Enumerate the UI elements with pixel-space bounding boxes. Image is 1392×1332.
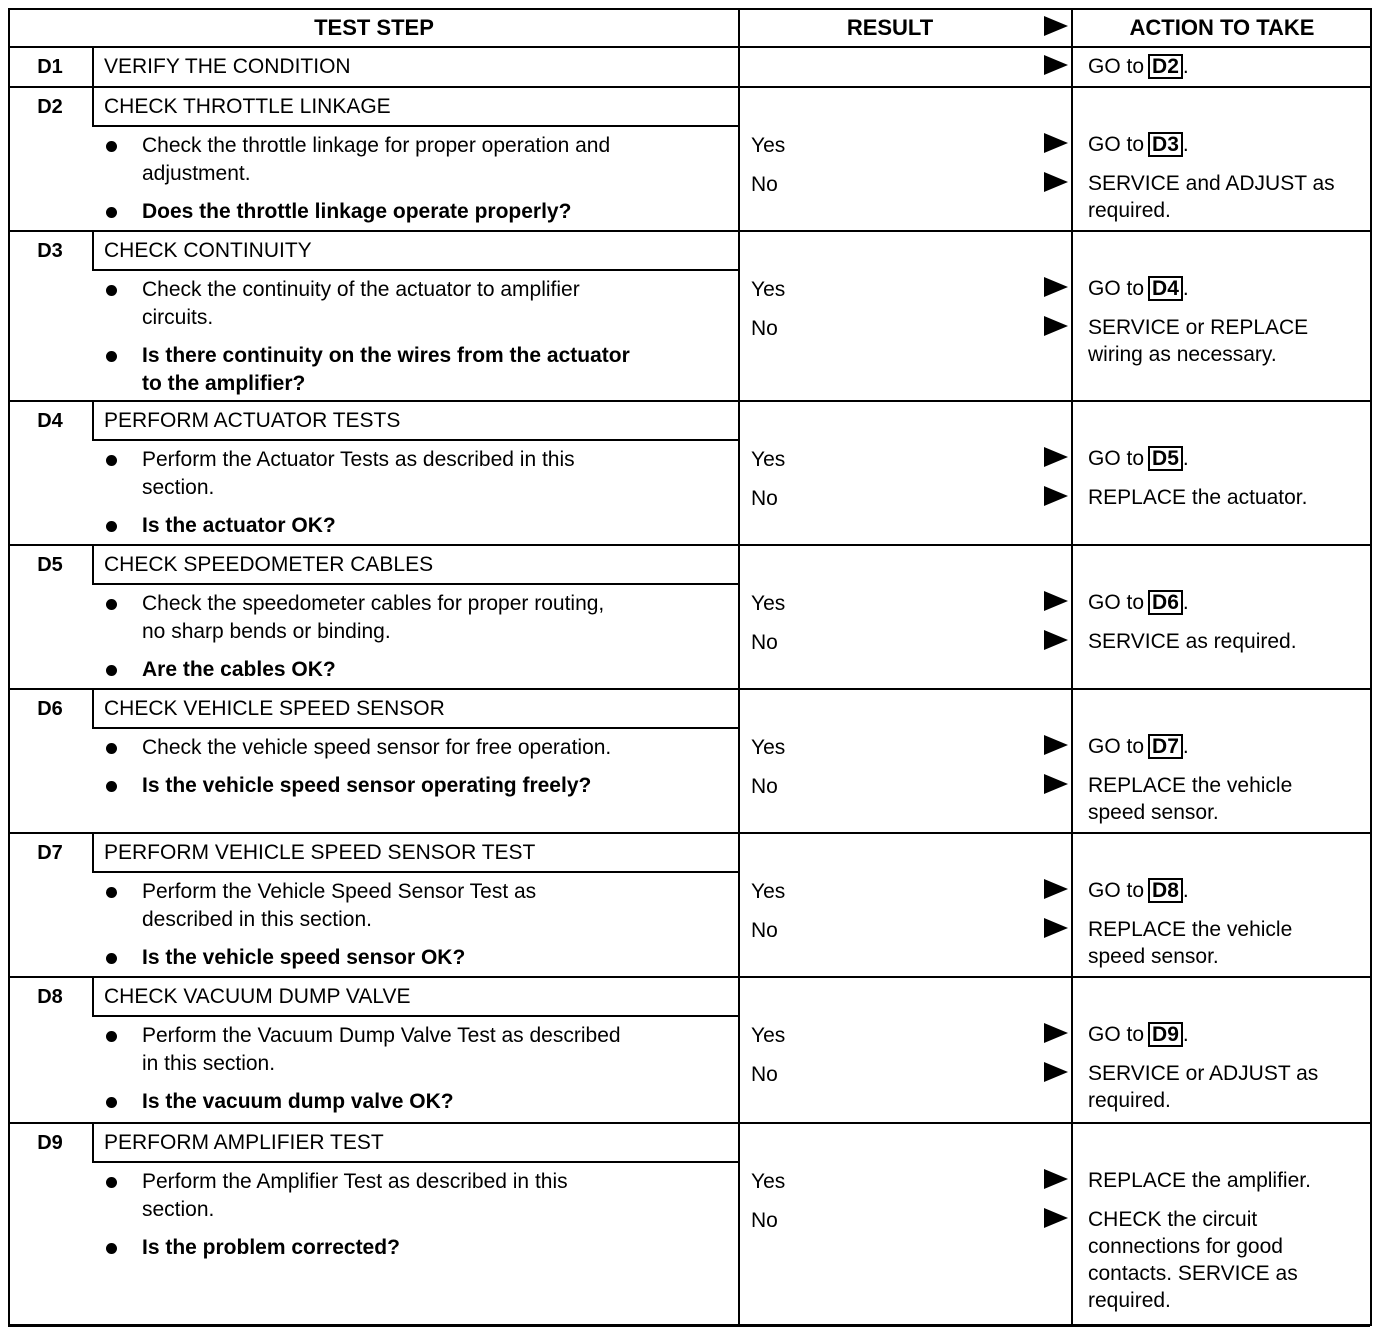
step-reference: D3	[1148, 132, 1183, 157]
arrow-icon	[1044, 879, 1068, 899]
arrow-icon	[1044, 172, 1068, 192]
instruction-text: described in this section.	[142, 908, 372, 931]
title-underline	[92, 125, 738, 127]
instruction-text: Check the throttle linkage for proper operation and	[142, 134, 611, 157]
row-divider	[8, 86, 1370, 88]
step-reference: D6	[1148, 590, 1183, 615]
arrow-icon	[1044, 918, 1068, 938]
id-divider	[92, 976, 94, 1016]
action-text: GO to D8 .	[1088, 879, 1189, 902]
id-divider	[92, 46, 94, 86]
result-no: No	[751, 317, 778, 340]
row-divider	[8, 230, 1370, 232]
id-divider	[92, 86, 94, 126]
bullet-icon	[106, 1177, 117, 1188]
result-yes: Yes	[751, 1024, 786, 1047]
arrow-icon	[1044, 1169, 1068, 1189]
header-action: ACTION TO TAKE	[1129, 15, 1315, 40]
bullet-icon	[106, 285, 117, 296]
action-text: required.	[1088, 199, 1171, 222]
arrow-icon	[1044, 735, 1068, 755]
bullet-icon	[106, 1243, 117, 1254]
step-id: D5	[37, 554, 63, 576]
step-title: CHECK THROTTLE LINKAGE	[104, 95, 391, 118]
result-no: No	[751, 1209, 778, 1232]
title-underline	[92, 583, 738, 585]
table-bottom-border	[8, 1324, 1370, 1327]
arrow-icon	[1044, 1062, 1068, 1082]
result-yes: Yes	[751, 592, 786, 615]
action-text: REPLACE the vehicle	[1088, 774, 1293, 797]
step-reference: D5	[1148, 446, 1183, 471]
step-title: PERFORM VEHICLE SPEED SENSOR TEST	[104, 841, 536, 864]
action-text: REPLACE the vehicle	[1088, 918, 1293, 941]
bullet-icon	[106, 665, 117, 676]
id-divider	[92, 400, 94, 440]
table-left-border	[8, 8, 10, 1324]
step-title: CHECK VACUUM DUMP VALVE	[104, 985, 411, 1008]
arrow-icon	[1044, 1208, 1068, 1228]
arrow-icon	[1044, 277, 1068, 297]
instruction-text: section.	[142, 1198, 215, 1221]
bullet-icon	[106, 887, 117, 898]
instruction-text: Check the continuity of the actuator to amplifier	[142, 278, 580, 301]
id-divider	[92, 688, 94, 728]
row-divider	[8, 976, 1370, 978]
result-yes: Yes	[751, 448, 786, 471]
instruction-text: section.	[142, 476, 215, 499]
result-no: No	[751, 1063, 778, 1086]
action-text: GO to D7 .	[1088, 735, 1189, 758]
table-top-border	[8, 8, 1370, 10]
result-yes: Yes	[751, 278, 786, 301]
step-reference: D8	[1148, 878, 1183, 903]
question-text: to the amplifier?	[142, 372, 306, 395]
row-divider	[8, 688, 1370, 690]
result-yes: Yes	[751, 736, 786, 759]
bullet-icon	[106, 599, 117, 610]
title-underline	[92, 727, 738, 729]
arrow-icon	[1044, 316, 1068, 336]
question-text: Is the actuator OK?	[142, 514, 336, 537]
action-text: SERVICE or ADJUST as	[1088, 1062, 1319, 1085]
action-text: required.	[1088, 1289, 1171, 1312]
result-no: No	[751, 631, 778, 654]
action-text: REPLACE the amplifier.	[1088, 1169, 1311, 1192]
step-id: D9	[37, 1132, 63, 1154]
question-text: Are the cables OK?	[142, 658, 336, 681]
step-title: CHECK VEHICLE SPEED SENSOR	[104, 697, 445, 720]
step-id: D3	[37, 240, 63, 262]
arrow-icon	[1044, 486, 1068, 506]
bullet-icon	[106, 521, 117, 532]
id-divider	[92, 230, 94, 270]
action-text: SERVICE and ADJUST as	[1088, 172, 1335, 195]
step-reference: D4	[1148, 276, 1183, 301]
result-yes: Yes	[751, 134, 786, 157]
step-title: CHECK CONTINUITY	[104, 239, 312, 262]
title-underline	[92, 1161, 738, 1163]
result-no: No	[751, 775, 778, 798]
arrow-icon	[1044, 55, 1068, 75]
result-no: No	[751, 173, 778, 196]
instruction-text: adjustment.	[142, 162, 251, 185]
step-title: PERFORM AMPLIFIER TEST	[104, 1131, 384, 1154]
row-divider	[8, 544, 1370, 546]
instruction-text: Check the vehicle speed sensor for free operation.	[142, 736, 612, 759]
instruction-text: Perform the Vacuum Dump Valve Test as described	[142, 1024, 621, 1047]
bullet-icon	[106, 743, 117, 754]
step-id: D1	[37, 56, 63, 78]
action-text: required.	[1088, 1089, 1171, 1112]
bullet-icon	[106, 781, 117, 792]
step-title: CHECK SPEEDOMETER CABLES	[104, 553, 434, 576]
result-column-divider	[738, 8, 740, 1324]
header-result: RESULT	[846, 15, 934, 40]
bullet-icon	[106, 351, 117, 362]
instruction-text: circuits.	[142, 306, 214, 329]
row-divider	[8, 832, 1370, 834]
action-text: wiring as necessary.	[1088, 343, 1277, 366]
id-divider	[92, 1122, 94, 1162]
step-id: D7	[37, 842, 63, 864]
question-text: Is the problem corrected?	[142, 1236, 400, 1259]
question-text: Is the vehicle speed sensor operating freely?	[142, 774, 592, 797]
action-text: GO to D9 .	[1088, 1023, 1189, 1046]
instruction-text: no sharp bends or binding.	[142, 620, 391, 643]
question-text: Is the vacuum dump valve OK?	[142, 1090, 454, 1113]
action-text: SERVICE or REPLACE	[1088, 316, 1309, 339]
arrow-icon	[1044, 447, 1068, 467]
id-divider	[92, 832, 94, 872]
arrow-icon	[1044, 630, 1068, 650]
title-underline	[92, 269, 738, 271]
action-text: GO to D6 .	[1088, 591, 1189, 614]
action-text: speed sensor.	[1088, 945, 1219, 968]
header-bottom-border	[8, 46, 1370, 48]
bullet-icon	[106, 455, 117, 466]
header-arrow-icon	[1044, 16, 1068, 36]
question-text: Is there continuity on the wires from the actuator	[142, 344, 630, 367]
step-reference: D7	[1148, 734, 1183, 759]
row-divider	[8, 1122, 1370, 1124]
row-divider	[8, 400, 1370, 402]
instruction-text: Perform the Amplifier Test as described in this	[142, 1170, 568, 1193]
action-text: contacts. SERVICE as	[1088, 1262, 1298, 1285]
result-no: No	[751, 487, 778, 510]
bullet-icon	[106, 1031, 117, 1042]
action-text: SERVICE as required.	[1088, 630, 1297, 653]
id-divider	[92, 544, 94, 584]
header-test-step: TEST STEP	[314, 15, 434, 40]
arrow-icon	[1044, 591, 1068, 611]
step-id: D4	[37, 410, 63, 432]
action-text: GO to D3 .	[1088, 133, 1189, 156]
result-yes: Yes	[751, 880, 786, 903]
action-text: GO to D5 .	[1088, 447, 1189, 470]
step-title: PERFORM ACTUATOR TESTS	[104, 409, 401, 432]
question-text: Does the throttle linkage operate properly?	[142, 200, 572, 223]
title-underline	[92, 1015, 738, 1017]
bullet-icon	[106, 1097, 117, 1108]
action-text: connections for good	[1088, 1235, 1283, 1258]
bullet-icon	[106, 141, 117, 152]
bullet-icon	[106, 953, 117, 964]
instruction-text: Check the speedometer cables for proper routing,	[142, 592, 605, 615]
action-text: GO to D2 .	[1088, 55, 1189, 78]
bullet-icon	[106, 207, 117, 218]
result-yes: Yes	[751, 1170, 786, 1193]
instruction-text: in this section.	[142, 1052, 276, 1075]
title-underline	[92, 439, 738, 441]
action-text: REPLACE the actuator.	[1088, 486, 1308, 509]
question-text: Is the vehicle speed sensor OK?	[142, 946, 466, 969]
step-title: VERIFY THE CONDITION	[104, 55, 351, 78]
arrow-icon	[1044, 133, 1068, 153]
title-underline	[92, 871, 738, 873]
table-right-border	[1370, 8, 1372, 1326]
step-reference: D9	[1148, 1022, 1183, 1047]
action-text: CHECK the circuit	[1088, 1208, 1258, 1231]
step-id: D2	[37, 96, 63, 118]
step-id: D6	[37, 698, 63, 720]
instruction-text: Perform the Actuator Tests as described in this	[142, 448, 575, 471]
action-column-divider	[1071, 8, 1073, 1324]
step-id: D8	[37, 986, 63, 1008]
arrow-icon	[1044, 1023, 1068, 1043]
result-no: No	[751, 919, 778, 942]
instruction-text: Perform the Vehicle Speed Sensor Test as	[142, 880, 537, 903]
arrow-icon	[1044, 774, 1068, 794]
step-reference: D2	[1148, 54, 1183, 79]
action-text: speed sensor.	[1088, 801, 1219, 824]
action-text: GO to D4 .	[1088, 277, 1189, 300]
